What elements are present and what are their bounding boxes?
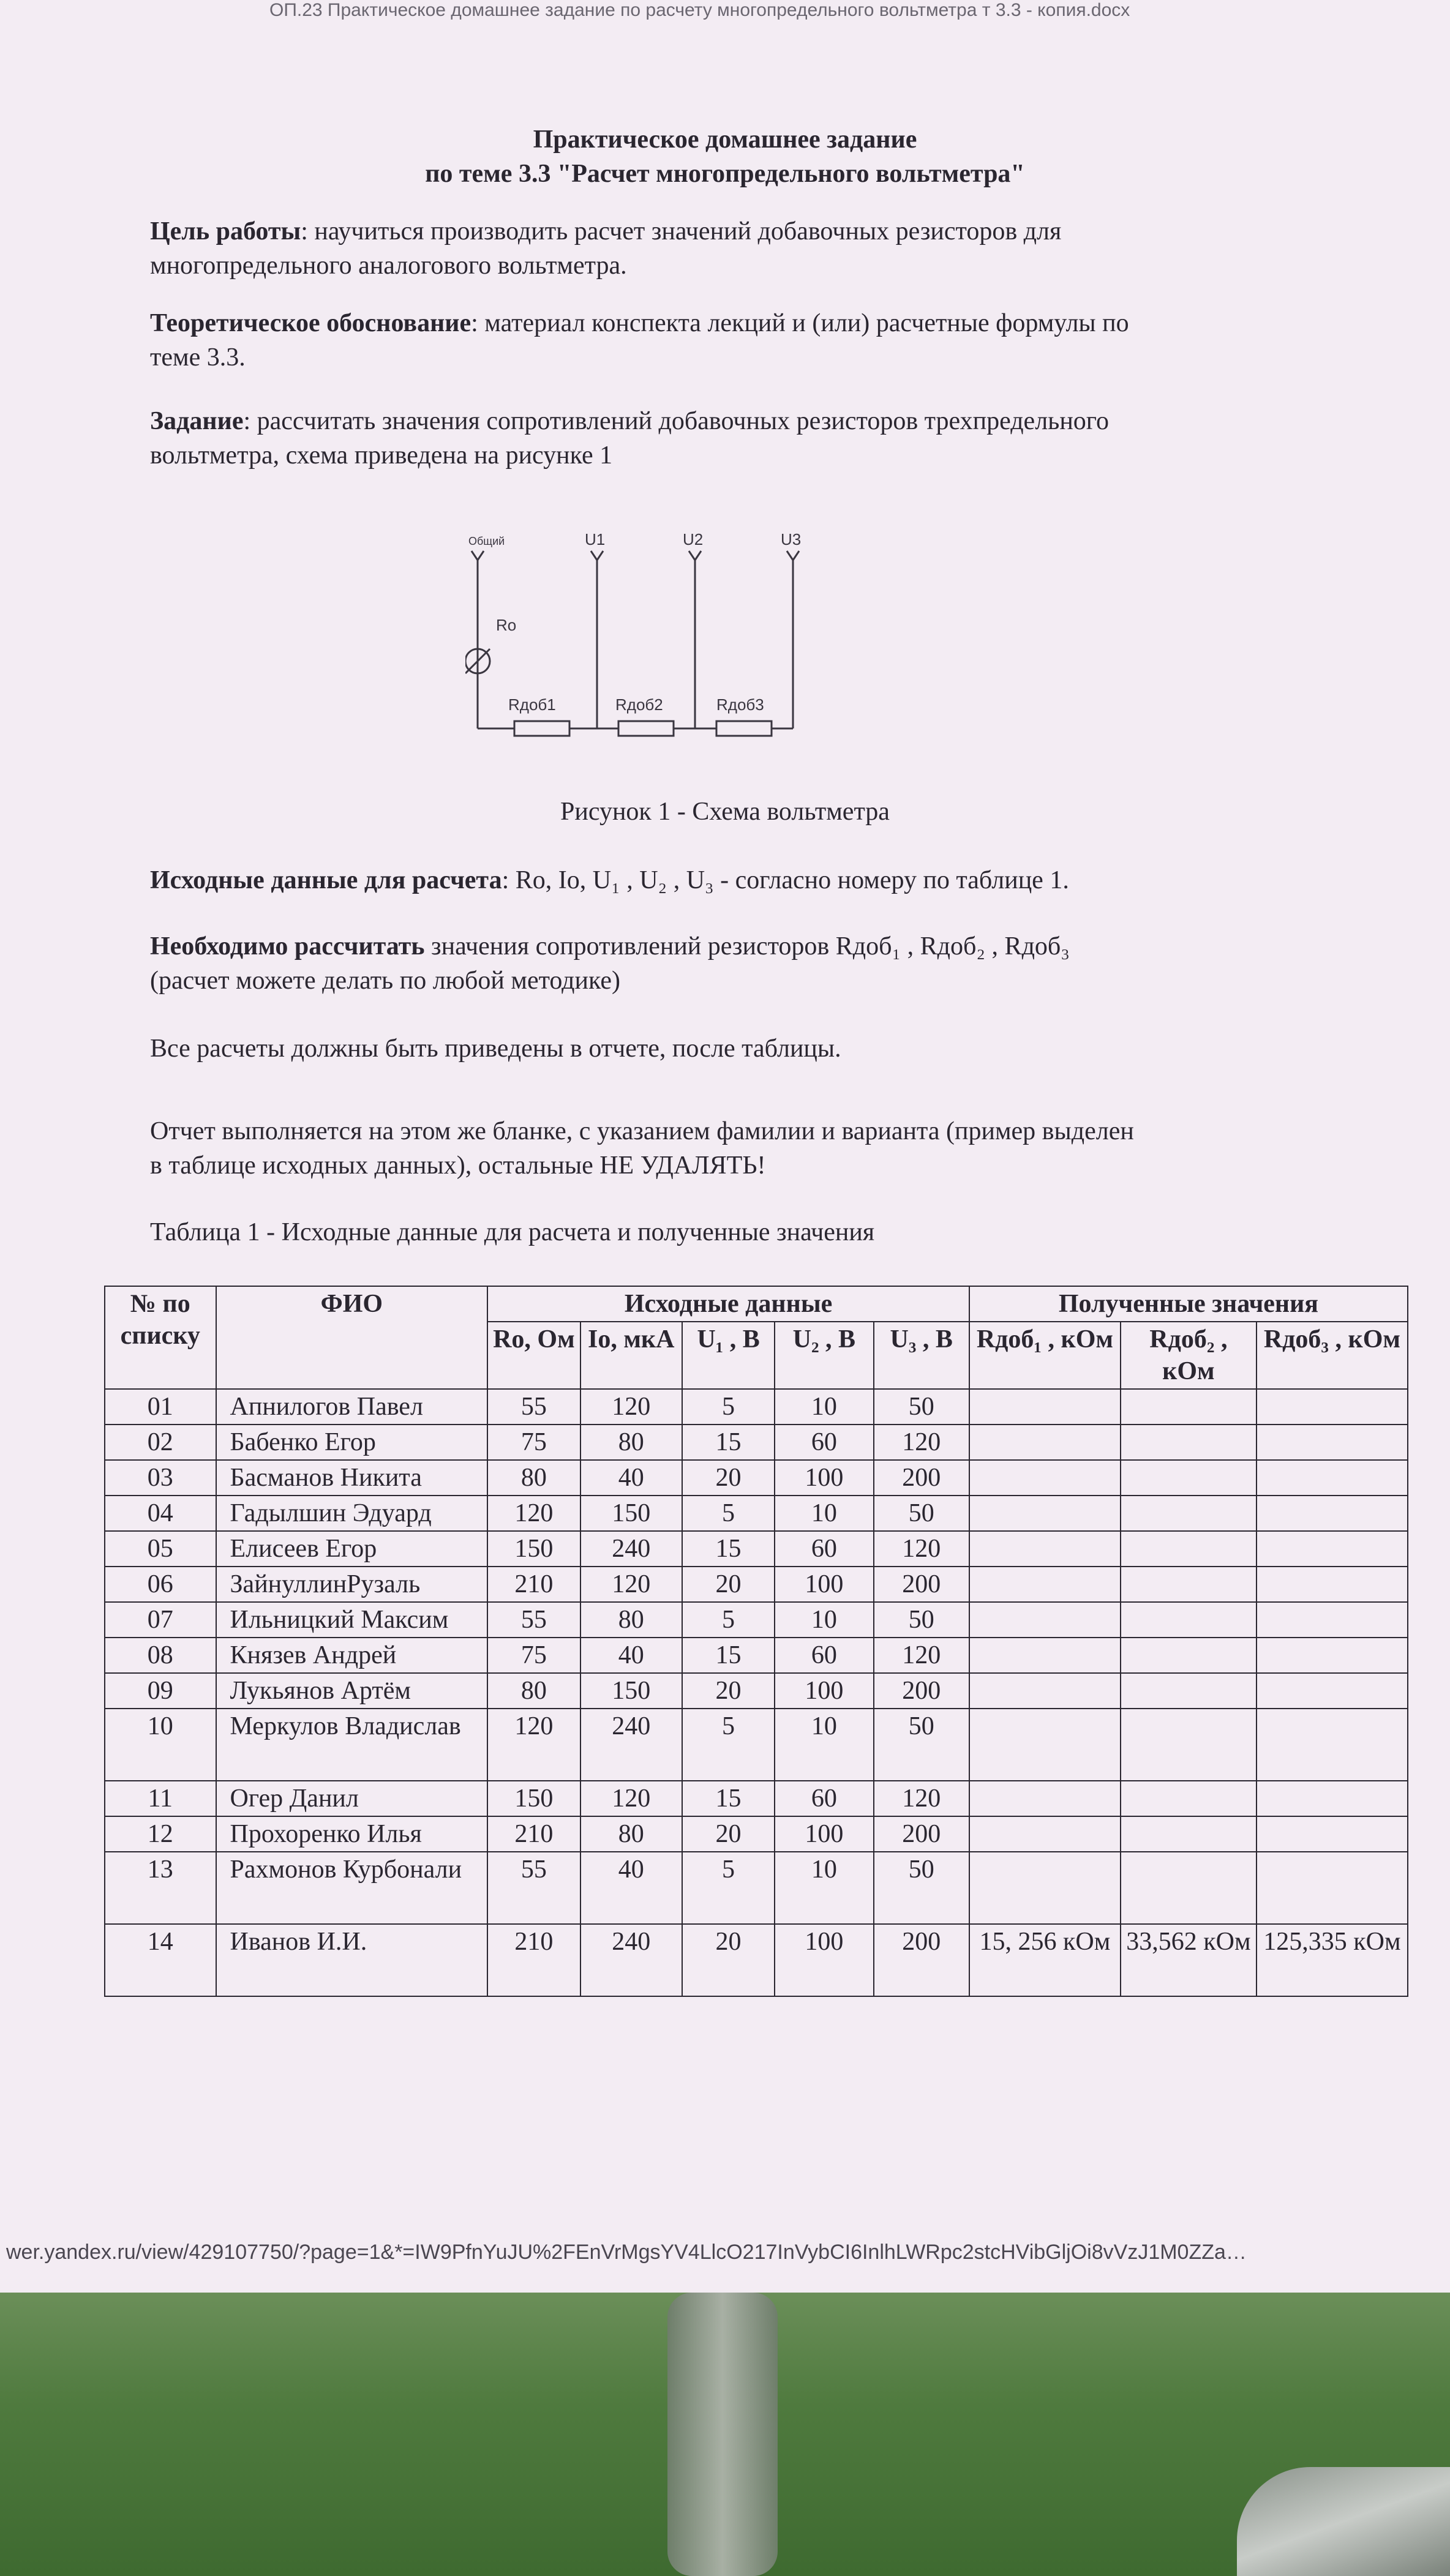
cell-u3: 120 xyxy=(874,1425,969,1460)
cell-rd2 xyxy=(1121,1673,1257,1709)
cell-u2: 60 xyxy=(775,1425,873,1460)
cell-fio: Иванов И.И. xyxy=(216,1924,488,1996)
voltmeter-scheme xyxy=(465,526,808,759)
cell-rd3 xyxy=(1257,1602,1408,1638)
cell-r0: 210 xyxy=(487,1924,580,1996)
u3-terminal xyxy=(787,551,799,560)
cell-n: 10 xyxy=(105,1709,216,1781)
note-report-line1: Отчет выполняется на этом же бланке, с указанием фамилии и варианта (пример выделен xyxy=(150,1117,1134,1145)
calc-text1: значения сопротивлений резисторов Rдоб₁ , Rдоб₂ , Rдоб₃ xyxy=(424,932,1070,960)
cell-rd2 xyxy=(1121,1460,1257,1496)
cell-u1: 15 xyxy=(682,1781,775,1816)
scheme-r0-label: Ro xyxy=(496,616,517,634)
cell-rd1 xyxy=(969,1709,1121,1781)
cell-fio: Ильницкий Максим xyxy=(216,1602,488,1638)
cell-u3: 120 xyxy=(874,1531,969,1567)
cell-u2: 10 xyxy=(775,1389,873,1425)
cell-i0: 40 xyxy=(580,1638,682,1673)
cell-u1: 5 xyxy=(682,1852,775,1924)
cell-u1: 20 xyxy=(682,1673,775,1709)
goal-text1: : научиться производить расчет значений добавочных резисторов для xyxy=(301,217,1062,245)
url-footer: wer.yandex.ru/view/429107750/?page=1&*=IW9PfnYuJU%2FEnVrMgsYV4LlcO217InVybCI6InlhLWRpc2stcHVibGljOi8vVzJ1M0ZZa… xyxy=(6,2241,1247,2264)
cell-u3: 50 xyxy=(874,1602,969,1638)
cell-i0: 240 xyxy=(580,1924,682,1996)
cell-rd1 xyxy=(969,1460,1121,1496)
cell-u3: 50 xyxy=(874,1709,969,1781)
common-terminal xyxy=(471,551,484,560)
table-row xyxy=(105,1460,1408,1496)
cell-rd2 xyxy=(1121,1389,1257,1425)
cell-u3: 200 xyxy=(874,1924,969,1996)
note-calculations: Все расчеты должны быть приведены в отчете, после таблицы. xyxy=(150,1035,841,1063)
cell-u3: 200 xyxy=(874,1673,969,1709)
goal-text2: многопредельного аналогового вольтметра. xyxy=(150,252,627,280)
cell-rd3 xyxy=(1257,1638,1408,1673)
cell-n: 08 xyxy=(105,1638,216,1673)
cell-rd1 xyxy=(969,1389,1121,1425)
calc-label: Необходимо рассчитать xyxy=(150,932,425,960)
header-rdob3: Rдоб₃ , кОм xyxy=(1257,1322,1408,1389)
cell-u1: 20 xyxy=(682,1567,775,1602)
cell-i0: 40 xyxy=(580,1852,682,1924)
cell-rd2 xyxy=(1121,1531,1257,1567)
cell-u1: 5 xyxy=(682,1709,775,1781)
cell-rd1 xyxy=(969,1602,1121,1638)
theory-text2: теме 3.3. xyxy=(150,343,246,372)
scheme-u2-label: U2 xyxy=(683,530,704,549)
cell-u2: 10 xyxy=(775,1709,873,1781)
u1-terminal xyxy=(591,551,603,560)
cell-u2: 100 xyxy=(775,1460,873,1496)
cell-r0: 75 xyxy=(487,1638,580,1673)
scheme-u1-label: U1 xyxy=(585,530,606,549)
cell-r0: 55 xyxy=(487,1602,580,1638)
cell-u3: 120 xyxy=(874,1781,969,1816)
cell-u1: 5 xyxy=(682,1496,775,1531)
cell-rd3 xyxy=(1257,1781,1408,1816)
header-number: № по списку xyxy=(105,1286,216,1389)
cell-rd3 xyxy=(1257,1531,1408,1567)
cell-rd1 xyxy=(969,1567,1121,1602)
note-report-line2: в таблице исходных данных), остальные НЕ УДАЛЯТЬ! xyxy=(150,1151,766,1180)
cell-fio: Князев Андрей xyxy=(216,1638,488,1673)
input-data-text: : Ro, Io, U₁ , U₂ , U₃ - согласно номеру по таблице 1. xyxy=(501,866,1069,894)
scheme-u3-label: U3 xyxy=(781,530,802,549)
cell-fio: Прохоренко Илья xyxy=(216,1816,488,1852)
u2-terminal xyxy=(689,551,701,560)
cell-n: 11 xyxy=(105,1781,216,1816)
cell-u1: 20 xyxy=(682,1460,775,1496)
cell-rd2 xyxy=(1121,1425,1257,1460)
cell-fio: Апнилогов Павел xyxy=(216,1389,488,1425)
cell-rd1 xyxy=(969,1816,1121,1852)
cell-u2: 10 xyxy=(775,1602,873,1638)
cell-r0: 55 xyxy=(487,1852,580,1924)
cell-rd3 xyxy=(1257,1389,1408,1425)
cell-r0: 150 xyxy=(487,1531,580,1567)
cell-n: 09 xyxy=(105,1673,216,1709)
cell-n: 01 xyxy=(105,1389,216,1425)
cell-n: 07 xyxy=(105,1602,216,1638)
cell-r0: 210 xyxy=(487,1567,580,1602)
cell-rd3 xyxy=(1257,1673,1408,1709)
header-fio: ФИО xyxy=(216,1286,488,1389)
scheme-r1-label: Rдоб1 xyxy=(508,695,556,714)
cell-fio: Бабенко Егор xyxy=(216,1425,488,1460)
file-header: ОП.23 Практическое домашнее задание по расчету многопредельного вольтметра т 3.3 - копия.docx xyxy=(269,0,1130,20)
cell-u2: 10 xyxy=(775,1496,873,1531)
resistor-rdob3 xyxy=(716,721,772,736)
table-row xyxy=(105,1425,1408,1460)
cell-i0: 120 xyxy=(580,1389,682,1425)
scheme-r3-label: Rдоб3 xyxy=(716,695,764,714)
cell-n: 06 xyxy=(105,1567,216,1602)
cell-u1: 20 xyxy=(682,1816,775,1852)
resistor-rdob1 xyxy=(514,721,569,736)
figure-caption: Рисунок 1 - Схема вольтметра xyxy=(560,798,890,826)
cell-i0: 120 xyxy=(580,1781,682,1816)
calc-paragraph xyxy=(150,929,1313,998)
cell-rd3 xyxy=(1257,1496,1408,1531)
cell-rd3 xyxy=(1257,1425,1408,1460)
header-u2: U₂ , В xyxy=(775,1322,873,1389)
cell-i0: 150 xyxy=(580,1496,682,1531)
cell-u2: 10 xyxy=(775,1852,873,1924)
cell-fio: ЗайнуллинРузаль xyxy=(216,1567,488,1602)
scheme-r2-label: Rдоб2 xyxy=(615,695,663,714)
table-row xyxy=(105,1673,1408,1709)
cell-u2: 100 xyxy=(775,1567,873,1602)
table-caption: Таблица 1 - Исходные данные для расчета и полученные значения xyxy=(150,1218,875,1246)
theory-label: Теоретическое обоснование xyxy=(150,309,471,337)
task-text2: вольтметра, схема приведена на рисунке 1 xyxy=(150,441,613,470)
header-r0: Ro, Ом xyxy=(487,1322,580,1389)
cell-rd3 xyxy=(1257,1709,1408,1781)
cell-u1: 15 xyxy=(682,1638,775,1673)
task-label: Задание xyxy=(150,407,244,435)
cell-rd3: 125,335 кОм xyxy=(1257,1924,1408,1996)
background-cord xyxy=(667,2293,778,2576)
resistor-rdob2 xyxy=(618,721,674,736)
table-row xyxy=(105,1816,1408,1852)
table-row xyxy=(105,1389,1408,1425)
cell-rd1 xyxy=(969,1425,1121,1460)
cell-rd2 xyxy=(1121,1852,1257,1924)
cell-i0: 240 xyxy=(580,1531,682,1567)
table-row xyxy=(105,1781,1408,1816)
cell-u1: 20 xyxy=(682,1924,775,1996)
cell-i0: 80 xyxy=(580,1425,682,1460)
cell-u3: 200 xyxy=(874,1460,969,1496)
cell-n: 14 xyxy=(105,1924,216,1996)
table-body xyxy=(105,1389,1408,1996)
cell-rd2 xyxy=(1121,1816,1257,1852)
cell-r0: 210 xyxy=(487,1816,580,1852)
cell-u2: 60 xyxy=(775,1781,873,1816)
table-row xyxy=(105,1531,1408,1567)
cell-u2: 60 xyxy=(775,1531,873,1567)
cell-rd2: 33,562 кОм xyxy=(1121,1924,1257,1996)
cell-i0: 80 xyxy=(580,1602,682,1638)
cell-u1: 15 xyxy=(682,1425,775,1460)
source-data-table xyxy=(104,1286,1408,1997)
cell-rd2 xyxy=(1121,1602,1257,1638)
cell-n: 04 xyxy=(105,1496,216,1531)
cell-u2: 100 xyxy=(775,1816,873,1852)
cell-rd2 xyxy=(1121,1781,1257,1816)
input-data-paragraph xyxy=(150,863,1313,897)
cell-i0: 40 xyxy=(580,1460,682,1496)
cell-rd2 xyxy=(1121,1496,1257,1531)
cell-fio: Басманов Никита xyxy=(216,1460,488,1496)
cell-rd3 xyxy=(1257,1567,1408,1602)
title-line2: по теме 3.3 "Расчет многопредельного вольтметра" xyxy=(425,160,1025,188)
title-line1: Практическое домашнее задание xyxy=(533,125,917,154)
cell-u3: 200 xyxy=(874,1567,969,1602)
table-row xyxy=(105,1567,1408,1602)
cell-r0: 75 xyxy=(487,1425,580,1460)
cell-rd1 xyxy=(969,1852,1121,1924)
background-cord-corner xyxy=(1237,2467,1450,2576)
cell-rd1 xyxy=(969,1638,1121,1673)
cell-rd1 xyxy=(969,1781,1121,1816)
cell-rd1 xyxy=(969,1531,1121,1567)
cell-rd2 xyxy=(1121,1567,1257,1602)
goal-paragraph xyxy=(150,214,1313,283)
cell-rd1: 15, 256 кОм xyxy=(969,1924,1121,1996)
header-results: Полученные значения xyxy=(969,1286,1408,1322)
cell-rd3 xyxy=(1257,1460,1408,1496)
cell-fio: Меркулов Владислав xyxy=(216,1709,488,1781)
cell-fio: Гадылшин Эдуард xyxy=(216,1496,488,1531)
header-source-data: Исходные данные xyxy=(487,1286,969,1322)
theory-paragraph xyxy=(150,306,1313,375)
cell-u1: 5 xyxy=(682,1389,775,1425)
cell-u3: 50 xyxy=(874,1852,969,1924)
table-row xyxy=(105,1496,1408,1531)
header-rdob2: Rдоб₂ , кОм xyxy=(1121,1322,1257,1389)
task-paragraph xyxy=(150,404,1313,473)
cell-r0: 120 xyxy=(487,1496,580,1531)
cell-r0: 55 xyxy=(487,1389,580,1425)
cell-u3: 120 xyxy=(874,1638,969,1673)
table-row xyxy=(105,1924,1408,1996)
cell-rd2 xyxy=(1121,1709,1257,1781)
cell-rd2 xyxy=(1121,1638,1257,1673)
cell-r0: 80 xyxy=(487,1460,580,1496)
table-row xyxy=(105,1852,1408,1924)
cell-u1: 15 xyxy=(682,1531,775,1567)
cell-n: 02 xyxy=(105,1425,216,1460)
cell-u2: 100 xyxy=(775,1673,873,1709)
table-row xyxy=(105,1602,1408,1638)
scheme-common-label: Общий xyxy=(468,535,505,547)
header-u1: U₁ , В xyxy=(682,1322,775,1389)
cell-fio: Елисеев Егор xyxy=(216,1531,488,1567)
cell-fio: Лукьянов Артём xyxy=(216,1673,488,1709)
goal-label: Цель работы xyxy=(150,217,301,245)
cell-i0: 240 xyxy=(580,1709,682,1781)
cell-i0: 120 xyxy=(580,1567,682,1602)
cell-n: 05 xyxy=(105,1531,216,1567)
cell-u2: 60 xyxy=(775,1638,873,1673)
cell-u3: 50 xyxy=(874,1496,969,1531)
cell-rd3 xyxy=(1257,1816,1408,1852)
cell-i0: 150 xyxy=(580,1673,682,1709)
calc-text2: (расчет можете делать по любой методике) xyxy=(150,967,621,995)
cell-u2: 100 xyxy=(775,1924,873,1996)
table-row xyxy=(105,1638,1408,1673)
cell-r0: 80 xyxy=(487,1673,580,1709)
cell-rd1 xyxy=(969,1673,1121,1709)
cell-fio: Рахмонов Курбонали xyxy=(216,1852,488,1924)
cell-i0: 80 xyxy=(580,1816,682,1852)
cell-n: 12 xyxy=(105,1816,216,1852)
table-row xyxy=(105,1709,1408,1781)
note-report xyxy=(150,1114,1313,1183)
theory-text1: : материал конспекта лекций и (или) расчетные формулы по xyxy=(471,309,1129,337)
cell-r0: 120 xyxy=(487,1709,580,1781)
cell-fio: Огер Данил xyxy=(216,1781,488,1816)
cell-u1: 5 xyxy=(682,1602,775,1638)
cell-rd1 xyxy=(969,1496,1121,1531)
input-data-label: Исходные данные для расчета xyxy=(150,866,502,894)
cell-n: 03 xyxy=(105,1460,216,1496)
cell-r0: 150 xyxy=(487,1781,580,1816)
header-i0: Io, мкА xyxy=(580,1322,682,1389)
cell-u3: 50 xyxy=(874,1389,969,1425)
cell-rd3 xyxy=(1257,1852,1408,1924)
cell-n: 13 xyxy=(105,1852,216,1924)
header-rdob1: Rдоб₁ , кОм xyxy=(969,1322,1121,1389)
header-u3: U₃ , В xyxy=(874,1322,969,1389)
task-text1: : рассчитать значения сопротивлений добавочных резисторов трехпредельного xyxy=(243,407,1109,435)
cell-u3: 200 xyxy=(874,1816,969,1852)
